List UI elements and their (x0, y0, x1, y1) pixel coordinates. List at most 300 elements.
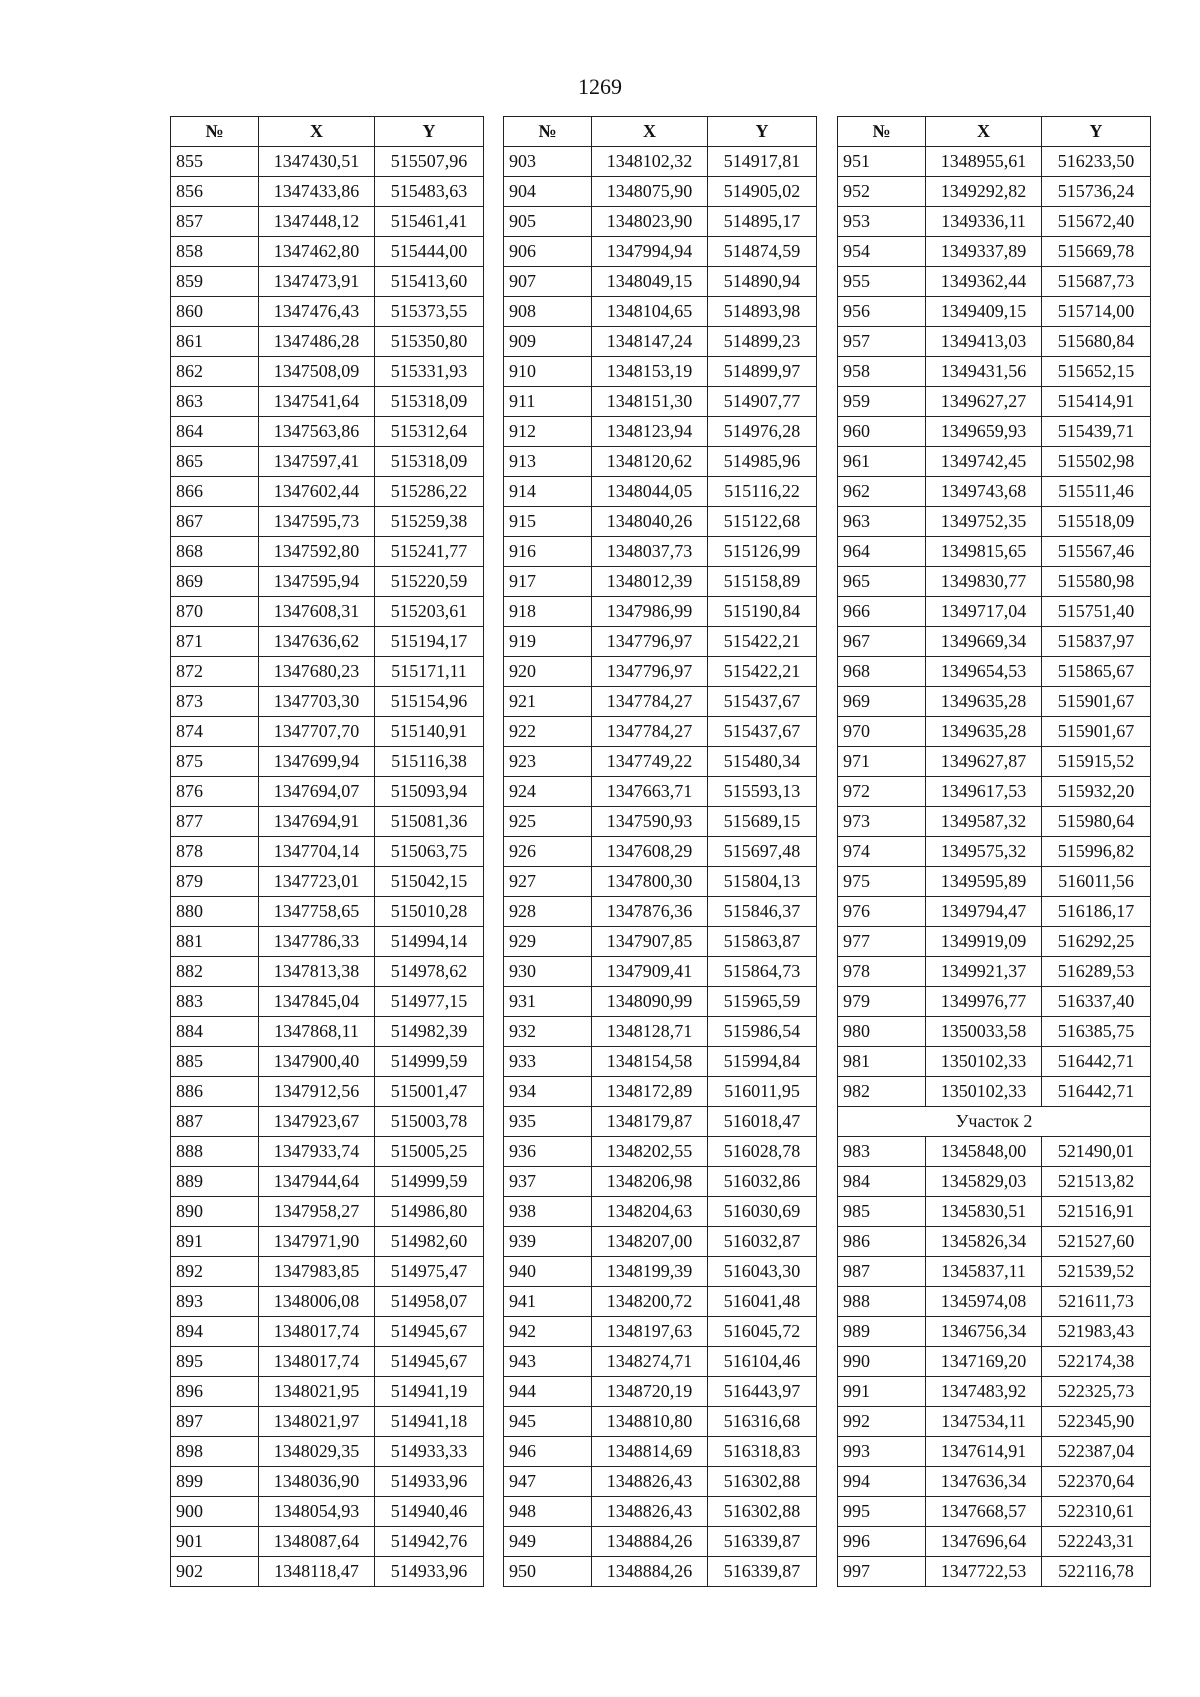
y-coordinate-cell: 515422,21 (708, 657, 817, 687)
point-number-cell: 986 (838, 1227, 926, 1257)
point-number-cell: 875 (171, 747, 259, 777)
y-coordinate-cell: 521539,52 (1042, 1257, 1151, 1287)
y-coordinate-cell: 515846,37 (708, 897, 817, 927)
point-number-cell: 880 (171, 897, 259, 927)
point-number-cell: 939 (504, 1227, 592, 1257)
point-number-cell: 950 (504, 1557, 592, 1587)
point-number-cell: 905 (504, 207, 592, 237)
y-coordinate-cell: 516292,25 (1042, 927, 1151, 957)
table-row (504, 1497, 817, 1527)
table-row (504, 1017, 817, 1047)
table-row (504, 747, 817, 777)
y-coordinate-cell: 516316,68 (708, 1407, 817, 1437)
table-row (171, 1257, 484, 1287)
y-coordinate-cell: 515437,67 (708, 717, 817, 747)
table-row (171, 417, 484, 447)
table-row (838, 687, 1151, 717)
y-coordinate-cell: 515190,84 (708, 597, 817, 627)
point-number-cell: 940 (504, 1257, 592, 1287)
table-row (504, 957, 817, 987)
x-coordinate-cell: 1347694,91 (259, 807, 375, 837)
y-coordinate-cell: 515122,68 (708, 507, 817, 537)
x-coordinate-cell: 1348202,55 (592, 1137, 708, 1167)
point-number-cell: 956 (838, 297, 926, 327)
point-number-cell: 879 (171, 867, 259, 897)
x-coordinate-cell: 1349627,87 (926, 747, 1042, 777)
table-row (504, 327, 817, 357)
x-coordinate-cell: 1347590,93 (592, 807, 708, 837)
table-row (171, 297, 484, 327)
point-number-cell: 868 (171, 537, 259, 567)
point-number-cell: 981 (838, 1047, 926, 1077)
x-coordinate-cell: 1349659,93 (926, 417, 1042, 447)
x-coordinate-cell: 1347476,43 (259, 297, 375, 327)
x-coordinate-cell: 1348037,73 (592, 537, 708, 567)
y-coordinate-cell: 515502,98 (1042, 447, 1151, 477)
x-coordinate-cell: 1349336,11 (926, 207, 1042, 237)
y-coordinate-cell: 515652,15 (1042, 357, 1151, 387)
x-coordinate-cell: 1348044,05 (592, 477, 708, 507)
point-number-cell: 925 (504, 807, 592, 837)
table-row (838, 237, 1151, 267)
table-row (838, 1137, 1151, 1167)
point-number-cell: 944 (504, 1377, 592, 1407)
x-coordinate-cell: 1348204,63 (592, 1197, 708, 1227)
y-coordinate-cell: 514893,98 (708, 297, 817, 327)
x-coordinate-cell: 1347597,41 (259, 447, 375, 477)
table-row (171, 1017, 484, 1047)
point-number-cell: 891 (171, 1227, 259, 1257)
table-row (838, 387, 1151, 417)
y-coordinate-cell: 522370,64 (1042, 1467, 1151, 1497)
x-coordinate-cell: 1347473,91 (259, 267, 375, 297)
point-number-cell: 881 (171, 927, 259, 957)
x-coordinate-cell: 1348023,90 (592, 207, 708, 237)
y-coordinate-cell: 515994,84 (708, 1047, 817, 1077)
x-coordinate-cell: 1348090,99 (592, 987, 708, 1017)
point-number-cell: 924 (504, 777, 592, 807)
y-coordinate-cell: 521490,01 (1042, 1137, 1151, 1167)
x-coordinate-cell: 1348017,74 (259, 1317, 375, 1347)
y-coordinate-cell: 514945,67 (375, 1347, 484, 1377)
y-coordinate-cell: 515241,77 (375, 537, 484, 567)
y-coordinate-cell: 514899,23 (708, 327, 817, 357)
point-number-cell: 979 (838, 987, 926, 1017)
table-row (504, 567, 817, 597)
x-coordinate-cell: 1347845,04 (259, 987, 375, 1017)
x-coordinate-cell: 1348118,47 (259, 1557, 375, 1587)
table-row (171, 1317, 484, 1347)
table-row (504, 417, 817, 447)
y-coordinate-cell: 515901,67 (1042, 717, 1151, 747)
point-number-cell: 884 (171, 1017, 259, 1047)
point-number-cell: 862 (171, 357, 259, 387)
x-coordinate-cell: 1347534,11 (926, 1407, 1042, 1437)
x-coordinate-cell: 1348884,26 (592, 1527, 708, 1557)
y-coordinate-cell: 515318,09 (375, 387, 484, 417)
y-coordinate-cell: 515689,15 (708, 807, 817, 837)
table-row (504, 177, 817, 207)
point-number-cell: 865 (171, 447, 259, 477)
table-row (171, 1287, 484, 1317)
point-number-cell: 978 (838, 957, 926, 987)
point-number-cell: 977 (838, 927, 926, 957)
x-coordinate-cell: 1347563,86 (259, 417, 375, 447)
y-coordinate-cell: 515093,94 (375, 777, 484, 807)
table-row (504, 1197, 817, 1227)
point-number-cell: 958 (838, 357, 926, 387)
x-coordinate-cell: 1347912,56 (259, 1077, 375, 1107)
table-row (504, 837, 817, 867)
x-coordinate-cell: 1347592,80 (259, 537, 375, 567)
y-coordinate-cell: 514999,59 (375, 1167, 484, 1197)
table-row (838, 447, 1151, 477)
y-coordinate-cell: 514942,76 (375, 1527, 484, 1557)
y-coordinate-cell: 515437,67 (708, 687, 817, 717)
y-coordinate-cell: 516028,78 (708, 1137, 817, 1167)
point-number-cell: 935 (504, 1107, 592, 1137)
x-coordinate-cell: 1348123,94 (592, 417, 708, 447)
y-coordinate-cell: 515081,36 (375, 807, 484, 837)
header-num: № (838, 117, 926, 147)
y-coordinate-cell: 515010,28 (375, 897, 484, 927)
y-coordinate-cell: 515507,96 (375, 147, 484, 177)
y-coordinate-cell: 516339,87 (708, 1527, 817, 1557)
table-row (504, 1107, 817, 1137)
y-coordinate-cell: 516011,95 (708, 1077, 817, 1107)
table-row (504, 627, 817, 657)
y-coordinate-cell: 515865,67 (1042, 657, 1151, 687)
y-coordinate-cell: 514999,59 (375, 1047, 484, 1077)
coordinates-table-3 (837, 116, 1151, 1587)
table-row (171, 837, 484, 867)
point-number-cell: 902 (171, 1557, 259, 1587)
point-number-cell: 985 (838, 1197, 926, 1227)
section-row (838, 1107, 1151, 1137)
y-coordinate-cell: 521527,60 (1042, 1227, 1151, 1257)
section-title: Участок 2 (838, 1107, 1151, 1137)
y-coordinate-cell: 516443,97 (708, 1377, 817, 1407)
y-coordinate-cell: 515680,84 (1042, 327, 1151, 357)
point-number-cell: 955 (838, 267, 926, 297)
y-coordinate-cell: 515439,71 (1042, 417, 1151, 447)
table-row (504, 1347, 817, 1377)
x-coordinate-cell: 1348029,35 (259, 1437, 375, 1467)
y-coordinate-cell: 515593,13 (708, 777, 817, 807)
x-coordinate-cell: 1348720,19 (592, 1377, 708, 1407)
x-coordinate-cell: 1347696,64 (926, 1527, 1042, 1557)
x-coordinate-cell: 1347784,27 (592, 717, 708, 747)
point-number-cell: 937 (504, 1167, 592, 1197)
point-number-cell: 882 (171, 957, 259, 987)
x-coordinate-cell: 1349627,27 (926, 387, 1042, 417)
x-coordinate-cell: 1347796,97 (592, 627, 708, 657)
point-number-cell: 907 (504, 267, 592, 297)
x-coordinate-cell: 1347614,91 (926, 1437, 1042, 1467)
point-number-cell: 934 (504, 1077, 592, 1107)
point-number-cell: 911 (504, 387, 592, 417)
x-coordinate-cell: 1347784,27 (592, 687, 708, 717)
x-coordinate-cell: 1347703,30 (259, 687, 375, 717)
point-number-cell: 992 (838, 1407, 926, 1437)
x-coordinate-cell: 1347944,64 (259, 1167, 375, 1197)
table-row (171, 717, 484, 747)
x-coordinate-cell: 1349431,56 (926, 357, 1042, 387)
y-coordinate-cell: 514945,67 (375, 1317, 484, 1347)
point-number-cell: 910 (504, 357, 592, 387)
point-number-cell: 945 (504, 1407, 592, 1437)
point-number-cell: 957 (838, 327, 926, 357)
header-y: Y (708, 117, 817, 147)
x-coordinate-cell: 1349595,89 (926, 867, 1042, 897)
x-coordinate-cell: 1348274,71 (592, 1347, 708, 1377)
table-header-row (504, 117, 817, 147)
x-coordinate-cell: 1347430,51 (259, 147, 375, 177)
y-coordinate-cell: 522243,31 (1042, 1527, 1151, 1557)
y-coordinate-cell: 515480,34 (708, 747, 817, 777)
table-row (171, 1377, 484, 1407)
point-number-cell: 926 (504, 837, 592, 867)
table-row (171, 1557, 484, 1587)
y-coordinate-cell: 515511,46 (1042, 477, 1151, 507)
point-number-cell: 946 (504, 1437, 592, 1467)
page-number: 1269 (578, 74, 622, 99)
table-row (838, 627, 1151, 657)
point-number-cell: 877 (171, 807, 259, 837)
y-coordinate-cell: 516186,17 (1042, 897, 1151, 927)
y-coordinate-cell: 515461,41 (375, 207, 484, 237)
x-coordinate-cell: 1347983,85 (259, 1257, 375, 1287)
y-coordinate-cell: 515669,78 (1042, 237, 1151, 267)
y-coordinate-cell: 514994,14 (375, 927, 484, 957)
x-coordinate-cell: 1347595,73 (259, 507, 375, 537)
y-coordinate-cell: 515331,93 (375, 357, 484, 387)
y-coordinate-cell: 514977,15 (375, 987, 484, 1017)
point-number-cell: 883 (171, 987, 259, 1017)
y-coordinate-cell: 514895,17 (708, 207, 817, 237)
header-x: X (259, 117, 375, 147)
table-row (504, 1227, 817, 1257)
y-coordinate-cell: 515286,22 (375, 477, 484, 507)
point-number-cell: 967 (838, 627, 926, 657)
y-coordinate-cell: 514917,81 (708, 147, 817, 177)
table-row (171, 357, 484, 387)
table-row (171, 537, 484, 567)
y-coordinate-cell: 516032,87 (708, 1227, 817, 1257)
x-coordinate-cell: 1349743,68 (926, 477, 1042, 507)
table-row (838, 357, 1151, 387)
x-coordinate-cell: 1347933,74 (259, 1137, 375, 1167)
table-row (504, 597, 817, 627)
table-row (171, 867, 484, 897)
point-number-cell: 912 (504, 417, 592, 447)
y-coordinate-cell: 515042,15 (375, 867, 484, 897)
point-number-cell: 922 (504, 717, 592, 747)
point-number-cell: 909 (504, 327, 592, 357)
point-number-cell: 932 (504, 1017, 592, 1047)
table-row (171, 1107, 484, 1137)
point-number-cell: 867 (171, 507, 259, 537)
point-number-cell: 918 (504, 597, 592, 627)
table-row (504, 807, 817, 837)
x-coordinate-cell: 1347907,85 (592, 927, 708, 957)
y-coordinate-cell: 514890,94 (708, 267, 817, 297)
point-number-cell: 993 (838, 1437, 926, 1467)
table-row (838, 177, 1151, 207)
y-coordinate-cell: 515687,73 (1042, 267, 1151, 297)
y-coordinate-cell: 515751,40 (1042, 597, 1151, 627)
point-number-cell: 964 (838, 537, 926, 567)
point-number-cell: 929 (504, 927, 592, 957)
table-row (838, 1227, 1151, 1257)
point-number-cell: 928 (504, 897, 592, 927)
y-coordinate-cell: 515203,61 (375, 597, 484, 627)
point-number-cell: 921 (504, 687, 592, 717)
table-row (171, 687, 484, 717)
table-row (171, 597, 484, 627)
point-number-cell: 941 (504, 1287, 592, 1317)
x-coordinate-cell: 1348810,80 (592, 1407, 708, 1437)
y-coordinate-cell: 515965,59 (708, 987, 817, 1017)
table-row (504, 1167, 817, 1197)
point-number-cell: 942 (504, 1317, 592, 1347)
point-number-cell: 997 (838, 1557, 926, 1587)
y-coordinate-cell: 515901,67 (1042, 687, 1151, 717)
table-row (171, 987, 484, 1017)
x-coordinate-cell: 1349815,65 (926, 537, 1042, 567)
y-coordinate-cell: 515003,78 (375, 1107, 484, 1137)
table-row (504, 717, 817, 747)
point-number-cell: 990 (838, 1347, 926, 1377)
table-row (171, 1047, 484, 1077)
x-coordinate-cell: 1347699,94 (259, 747, 375, 777)
point-number-cell: 920 (504, 657, 592, 687)
table-header-row (838, 117, 1151, 147)
x-coordinate-cell: 1349617,53 (926, 777, 1042, 807)
y-coordinate-cell: 515194,17 (375, 627, 484, 657)
table-row (838, 477, 1151, 507)
point-number-cell: 916 (504, 537, 592, 567)
table-row (171, 1497, 484, 1527)
point-number-cell: 859 (171, 267, 259, 297)
header-num: № (504, 117, 592, 147)
header-y: Y (1042, 117, 1151, 147)
y-coordinate-cell: 522387,04 (1042, 1437, 1151, 1467)
x-coordinate-cell: 1348021,97 (259, 1407, 375, 1437)
y-coordinate-cell: 515736,24 (1042, 177, 1151, 207)
table-row (838, 537, 1151, 567)
table-row (504, 1557, 817, 1587)
coordinates-table-1 (170, 116, 484, 1587)
table-row (504, 297, 817, 327)
coordinates-table-2 (503, 116, 817, 1587)
x-coordinate-cell: 1348006,08 (259, 1287, 375, 1317)
x-coordinate-cell: 1348172,89 (592, 1077, 708, 1107)
table-row (838, 327, 1151, 357)
y-coordinate-cell: 515063,75 (375, 837, 484, 867)
x-coordinate-cell: 1348075,90 (592, 177, 708, 207)
x-coordinate-cell: 1347800,30 (592, 867, 708, 897)
point-number-cell: 959 (838, 387, 926, 417)
table-row (504, 1407, 817, 1437)
x-coordinate-cell: 1348017,74 (259, 1347, 375, 1377)
x-coordinate-cell: 1347986,99 (592, 597, 708, 627)
table-row (171, 387, 484, 417)
point-number-cell: 987 (838, 1257, 926, 1287)
y-coordinate-cell: 522174,38 (1042, 1347, 1151, 1377)
table-row (838, 597, 1151, 627)
y-coordinate-cell: 515996,82 (1042, 837, 1151, 867)
y-coordinate-cell: 516104,46 (708, 1347, 817, 1377)
table-row (838, 1257, 1151, 1287)
x-coordinate-cell: 1347595,94 (259, 567, 375, 597)
table-row (171, 237, 484, 267)
x-coordinate-cell: 1347786,33 (259, 927, 375, 957)
x-coordinate-cell: 1347994,94 (592, 237, 708, 267)
header-x: X (592, 117, 708, 147)
table-row (171, 777, 484, 807)
table-row (838, 777, 1151, 807)
x-coordinate-cell: 1349575,32 (926, 837, 1042, 867)
y-coordinate-cell: 515154,96 (375, 687, 484, 717)
point-number-cell: 983 (838, 1137, 926, 1167)
point-number-cell: 995 (838, 1497, 926, 1527)
x-coordinate-cell: 1348197,63 (592, 1317, 708, 1347)
x-coordinate-cell: 1348151,30 (592, 387, 708, 417)
point-number-cell: 876 (171, 777, 259, 807)
point-number-cell: 903 (504, 147, 592, 177)
y-coordinate-cell: 516041,48 (708, 1287, 817, 1317)
table-row (171, 1197, 484, 1227)
x-coordinate-cell: 1349717,04 (926, 597, 1042, 627)
table-row (504, 357, 817, 387)
y-coordinate-cell: 515483,63 (375, 177, 484, 207)
y-coordinate-cell: 514907,77 (708, 387, 817, 417)
point-number-cell: 893 (171, 1287, 259, 1317)
x-coordinate-cell: 1349362,44 (926, 267, 1042, 297)
table-row (838, 1497, 1151, 1527)
x-coordinate-cell: 1347749,22 (592, 747, 708, 777)
table-row (171, 927, 484, 957)
point-number-cell: 857 (171, 207, 259, 237)
x-coordinate-cell: 1347602,44 (259, 477, 375, 507)
x-coordinate-cell: 1348153,19 (592, 357, 708, 387)
point-number-cell: 936 (504, 1137, 592, 1167)
y-coordinate-cell: 514982,39 (375, 1017, 484, 1047)
table-row (171, 957, 484, 987)
x-coordinate-cell: 1349830,77 (926, 567, 1042, 597)
table-row (171, 147, 484, 177)
table-row (838, 1467, 1151, 1497)
point-number-cell: 917 (504, 567, 592, 597)
x-coordinate-cell: 1349292,82 (926, 177, 1042, 207)
x-coordinate-cell: 1350102,33 (926, 1047, 1042, 1077)
point-number-cell: 886 (171, 1077, 259, 1107)
point-number-cell: 923 (504, 747, 592, 777)
table-row (838, 1077, 1151, 1107)
x-coordinate-cell: 1349654,53 (926, 657, 1042, 687)
point-number-cell: 994 (838, 1467, 926, 1497)
point-number-cell: 890 (171, 1197, 259, 1227)
x-coordinate-cell: 1347723,01 (259, 867, 375, 897)
table-row (171, 1137, 484, 1167)
point-number-cell: 860 (171, 297, 259, 327)
table-row (838, 1017, 1151, 1047)
point-number-cell: 949 (504, 1527, 592, 1557)
x-coordinate-cell: 1348021,95 (259, 1377, 375, 1407)
point-number-cell: 947 (504, 1467, 592, 1497)
point-number-cell: 973 (838, 807, 926, 837)
